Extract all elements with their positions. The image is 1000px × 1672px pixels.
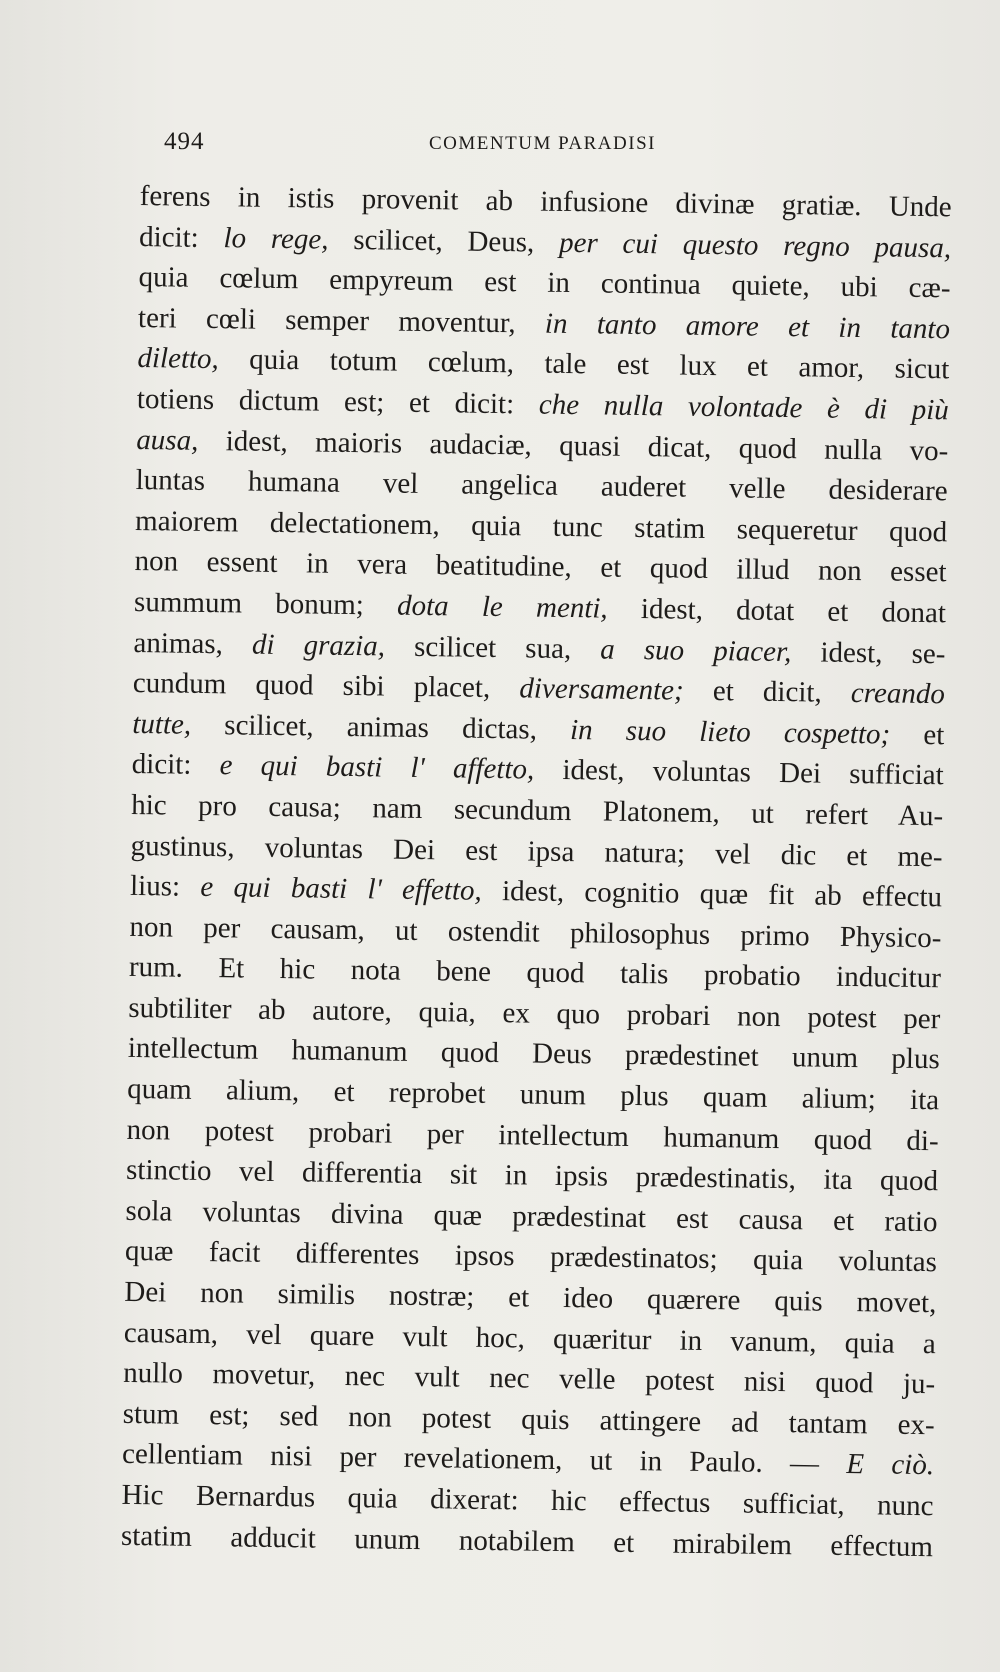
text-run: statim adducit unum notabilem et mirabilem effectum (120, 1519, 934, 1563)
text-run: dicit: (138, 220, 224, 254)
text-run: summum bonum; (133, 585, 398, 622)
text-run: teri cœli semper moventur, (137, 301, 546, 340)
text-run: scilicet, animas dictas, (190, 708, 571, 746)
text-run: cundum quod sibi placet, (132, 667, 520, 705)
text-run: non potest probari per intellectum humanum quod di- (126, 1113, 939, 1157)
text-run: subtiliter ab autore, quia, ex quo probari non potest per (128, 991, 941, 1036)
running-head: COMENTUM PARADISI (429, 133, 656, 154)
page-header (164, 128, 944, 158)
text-run: stum est; sed non potest quis attingere ad tantam ex- (122, 1397, 935, 1442)
quoted-verse: tutte, (132, 707, 192, 741)
text-run: idest, voluntas Dei sufficiat (534, 753, 944, 792)
text-run: maiorem delectationem, quia tunc statim sequeretur quod (134, 504, 948, 549)
text-run: Hic Bernardus quia dixerat: hic effectus sufficiat, nunc (121, 1478, 934, 1523)
quoted-verse: diversamente; (519, 672, 684, 707)
quoted-verse: che nulla volontade è di più (538, 388, 950, 427)
text-run: et (889, 718, 945, 752)
text-run: idest, maioris audaciæ, quasi dicat, quod nulla vo- (198, 424, 949, 467)
text-run: totiens dictum est; et dicit: (136, 382, 540, 421)
text-run: non essent in vera beatitudine, et quod illud non esset (134, 545, 947, 589)
text-run: et dicit, (683, 674, 852, 710)
text-run: idest, dotat et donat (607, 592, 947, 630)
quoted-verse: e qui basti l' affetto, (219, 749, 535, 786)
text-run: stinctio vel differentia sit in ipsis prædestinatis, ita quod (125, 1154, 939, 1198)
text-run: causam, vel quare vult hoc, quæritur in vanum, quia a (123, 1316, 936, 1360)
text-run: hic pro causa; nam secundum Platonem, ut refert Au- (130, 788, 944, 833)
text-run: quam alium, et reprobet unum plus quam alium; ita (127, 1072, 940, 1117)
text-run: animas, (133, 626, 253, 661)
text-run: scilicet sua, (384, 629, 601, 666)
quoted-verse: in suo lieto cospetto; (569, 713, 891, 751)
text-run: non per causam, ut ostendit philosophus primo Physico- (129, 910, 942, 954)
text-run: nullo movetur, nec vult nec velle potest nisi quod ju- (123, 1357, 936, 1401)
text-run: gustinus, voluntas Dei est ipsa natura; vel dic et me- (130, 829, 943, 873)
quoted-verse: creando (850, 677, 946, 711)
text-run: luntas humana vel angelica auderet velle desiderare (135, 464, 948, 508)
text-run: quia cœlum empyreum est in continua quiete, ubi cæ- (138, 261, 951, 305)
text-run: quia totum cœlum, tale est lux et amor, sicut (218, 343, 950, 386)
text-run: Dei non similis nostræ; et ideo quærere quis movet, (124, 1275, 937, 1320)
quoted-verse: in tanto amore et in tanto (544, 307, 951, 346)
quoted-verse: ausa, (136, 423, 199, 457)
quoted-verse: di grazia, (251, 628, 386, 662)
quoted-verse: per cui questo regno pausa, (558, 226, 952, 264)
text-run: rum. Et hic nota bene quod talis probatio inducitur (128, 951, 942, 995)
text-run: lius: (129, 870, 201, 904)
text-run: intellectum humanum quod Deus prædestinet unum plus (127, 1032, 940, 1076)
quoted-verse: a suo piacer, (600, 633, 792, 668)
quoted-verse: E ciò. (846, 1448, 935, 1482)
text-run: idest, cognitio quæ fit ab effectu (481, 874, 943, 914)
commentary-text (121, 176, 952, 1567)
text-run: ferens in istis provenit ab infusione divinæ gratiæ. Unde (139, 179, 952, 224)
text-run: quæ facit differentes ipsos prædestinatos; quia voluntas (124, 1235, 938, 1279)
quoted-verse: diletto, (137, 342, 220, 376)
text-run: cellentiam nisi per revelationem, ut in Paulo. — (121, 1438, 847, 1481)
text-run: scilicet, Deus, (328, 223, 560, 259)
quoted-verse: e qui basti l' effetto, (200, 871, 483, 907)
text-run: dicit: (131, 748, 220, 782)
quoted-verse: lo rege, (223, 221, 329, 256)
page-number: 494 (164, 128, 205, 155)
quoted-verse: dota le menti, (396, 589, 608, 625)
text-run: sola voluntas divina quæ prædestinat est causa et ratio (125, 1194, 938, 1239)
text-run: idest, se- (791, 635, 946, 670)
